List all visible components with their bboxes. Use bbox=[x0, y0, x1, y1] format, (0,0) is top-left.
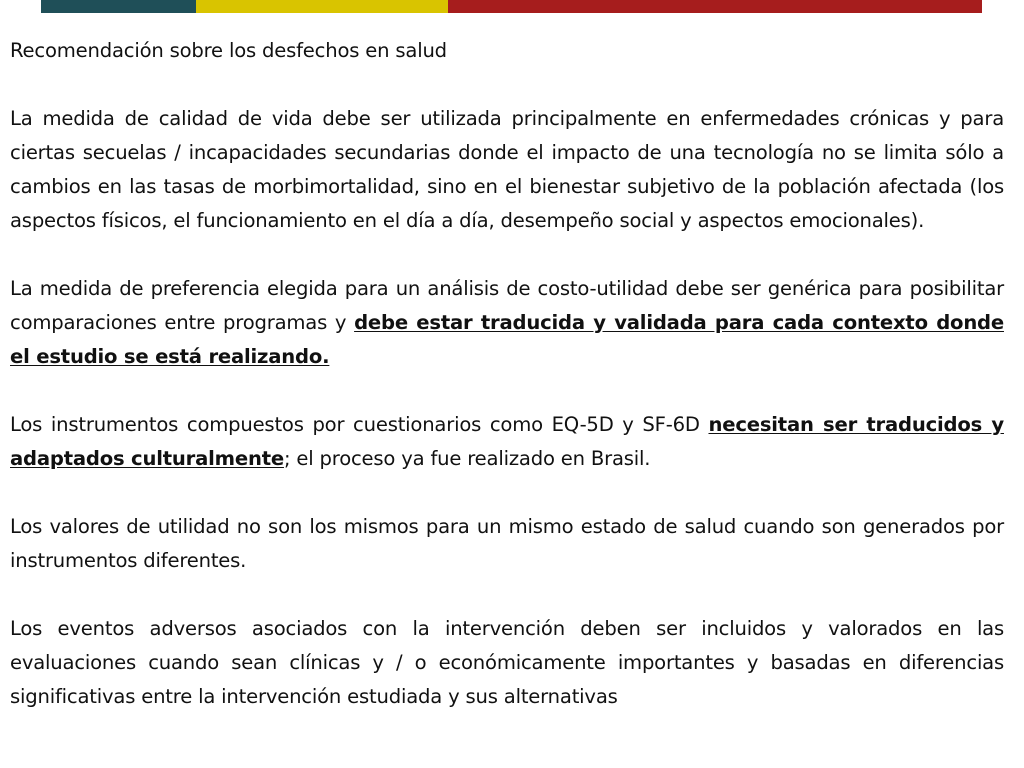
paragraph-instruments bbox=[10, 408, 1004, 476]
paragraph-adverse-events: Los eventos adversos asociados con la intervención deben ser incluidos y valorados en las evaluaciones cuando sean clínicas y / o económicamente importantes y basadas en diferencias significativas entre la intervención estudiada y sus alternativas bbox=[10, 617, 1004, 708]
paragraph-utility-values: Los valores de utilidad no son los mismos para un mismo estado de salud cuando son generados por instrumentos diferentes. bbox=[10, 515, 1004, 572]
paragraph-preference-text: La medida de preferencia elegida para un análisis de costo-utilidad debe ser genérica para posibilitar comparaciones entre programas y bbox=[10, 277, 1004, 334]
top-bar-red-segment bbox=[448, 0, 982, 13]
paragraph-quality-of-life: La medida de calidad de vida debe ser utilizada principalmente en enfermedades crónicas y para ciertas secuelas / incapacidades secundarias donde el impacto de una tecnología no se limita sólo a cambios en las tasas de morbimortalidad, sino en el bienestar subjetivo de la población afectada (los aspectos físicos, el funcionamiento en el día a día, desempeño social y aspectos emocionales). bbox=[10, 107, 1004, 232]
top-bar-teal-segment bbox=[41, 0, 196, 13]
slide-heading: Recomendación sobre los desfechos en salud bbox=[10, 39, 447, 62]
paragraph-instruments-tail: ; el proceso ya fue realizado en Brasil. bbox=[283, 447, 651, 470]
top-color-bar bbox=[41, 0, 982, 13]
emphasis-cultural-adaptation: necesitan ser traducidos y adaptados culturalmente bbox=[10, 413, 1004, 470]
emphasis-translated-validated: debe estar traducida y validada para cada contexto donde el estudio se está realizando. bbox=[10, 311, 1004, 368]
top-bar-yellow-segment bbox=[196, 0, 448, 13]
paragraph-preference-measure bbox=[10, 272, 1004, 374]
paragraph-instruments-text: Los instrumentos compuestos por cuestionarios como EQ-5D y SF-6D bbox=[10, 413, 709, 436]
slide-body bbox=[10, 34, 1004, 714]
